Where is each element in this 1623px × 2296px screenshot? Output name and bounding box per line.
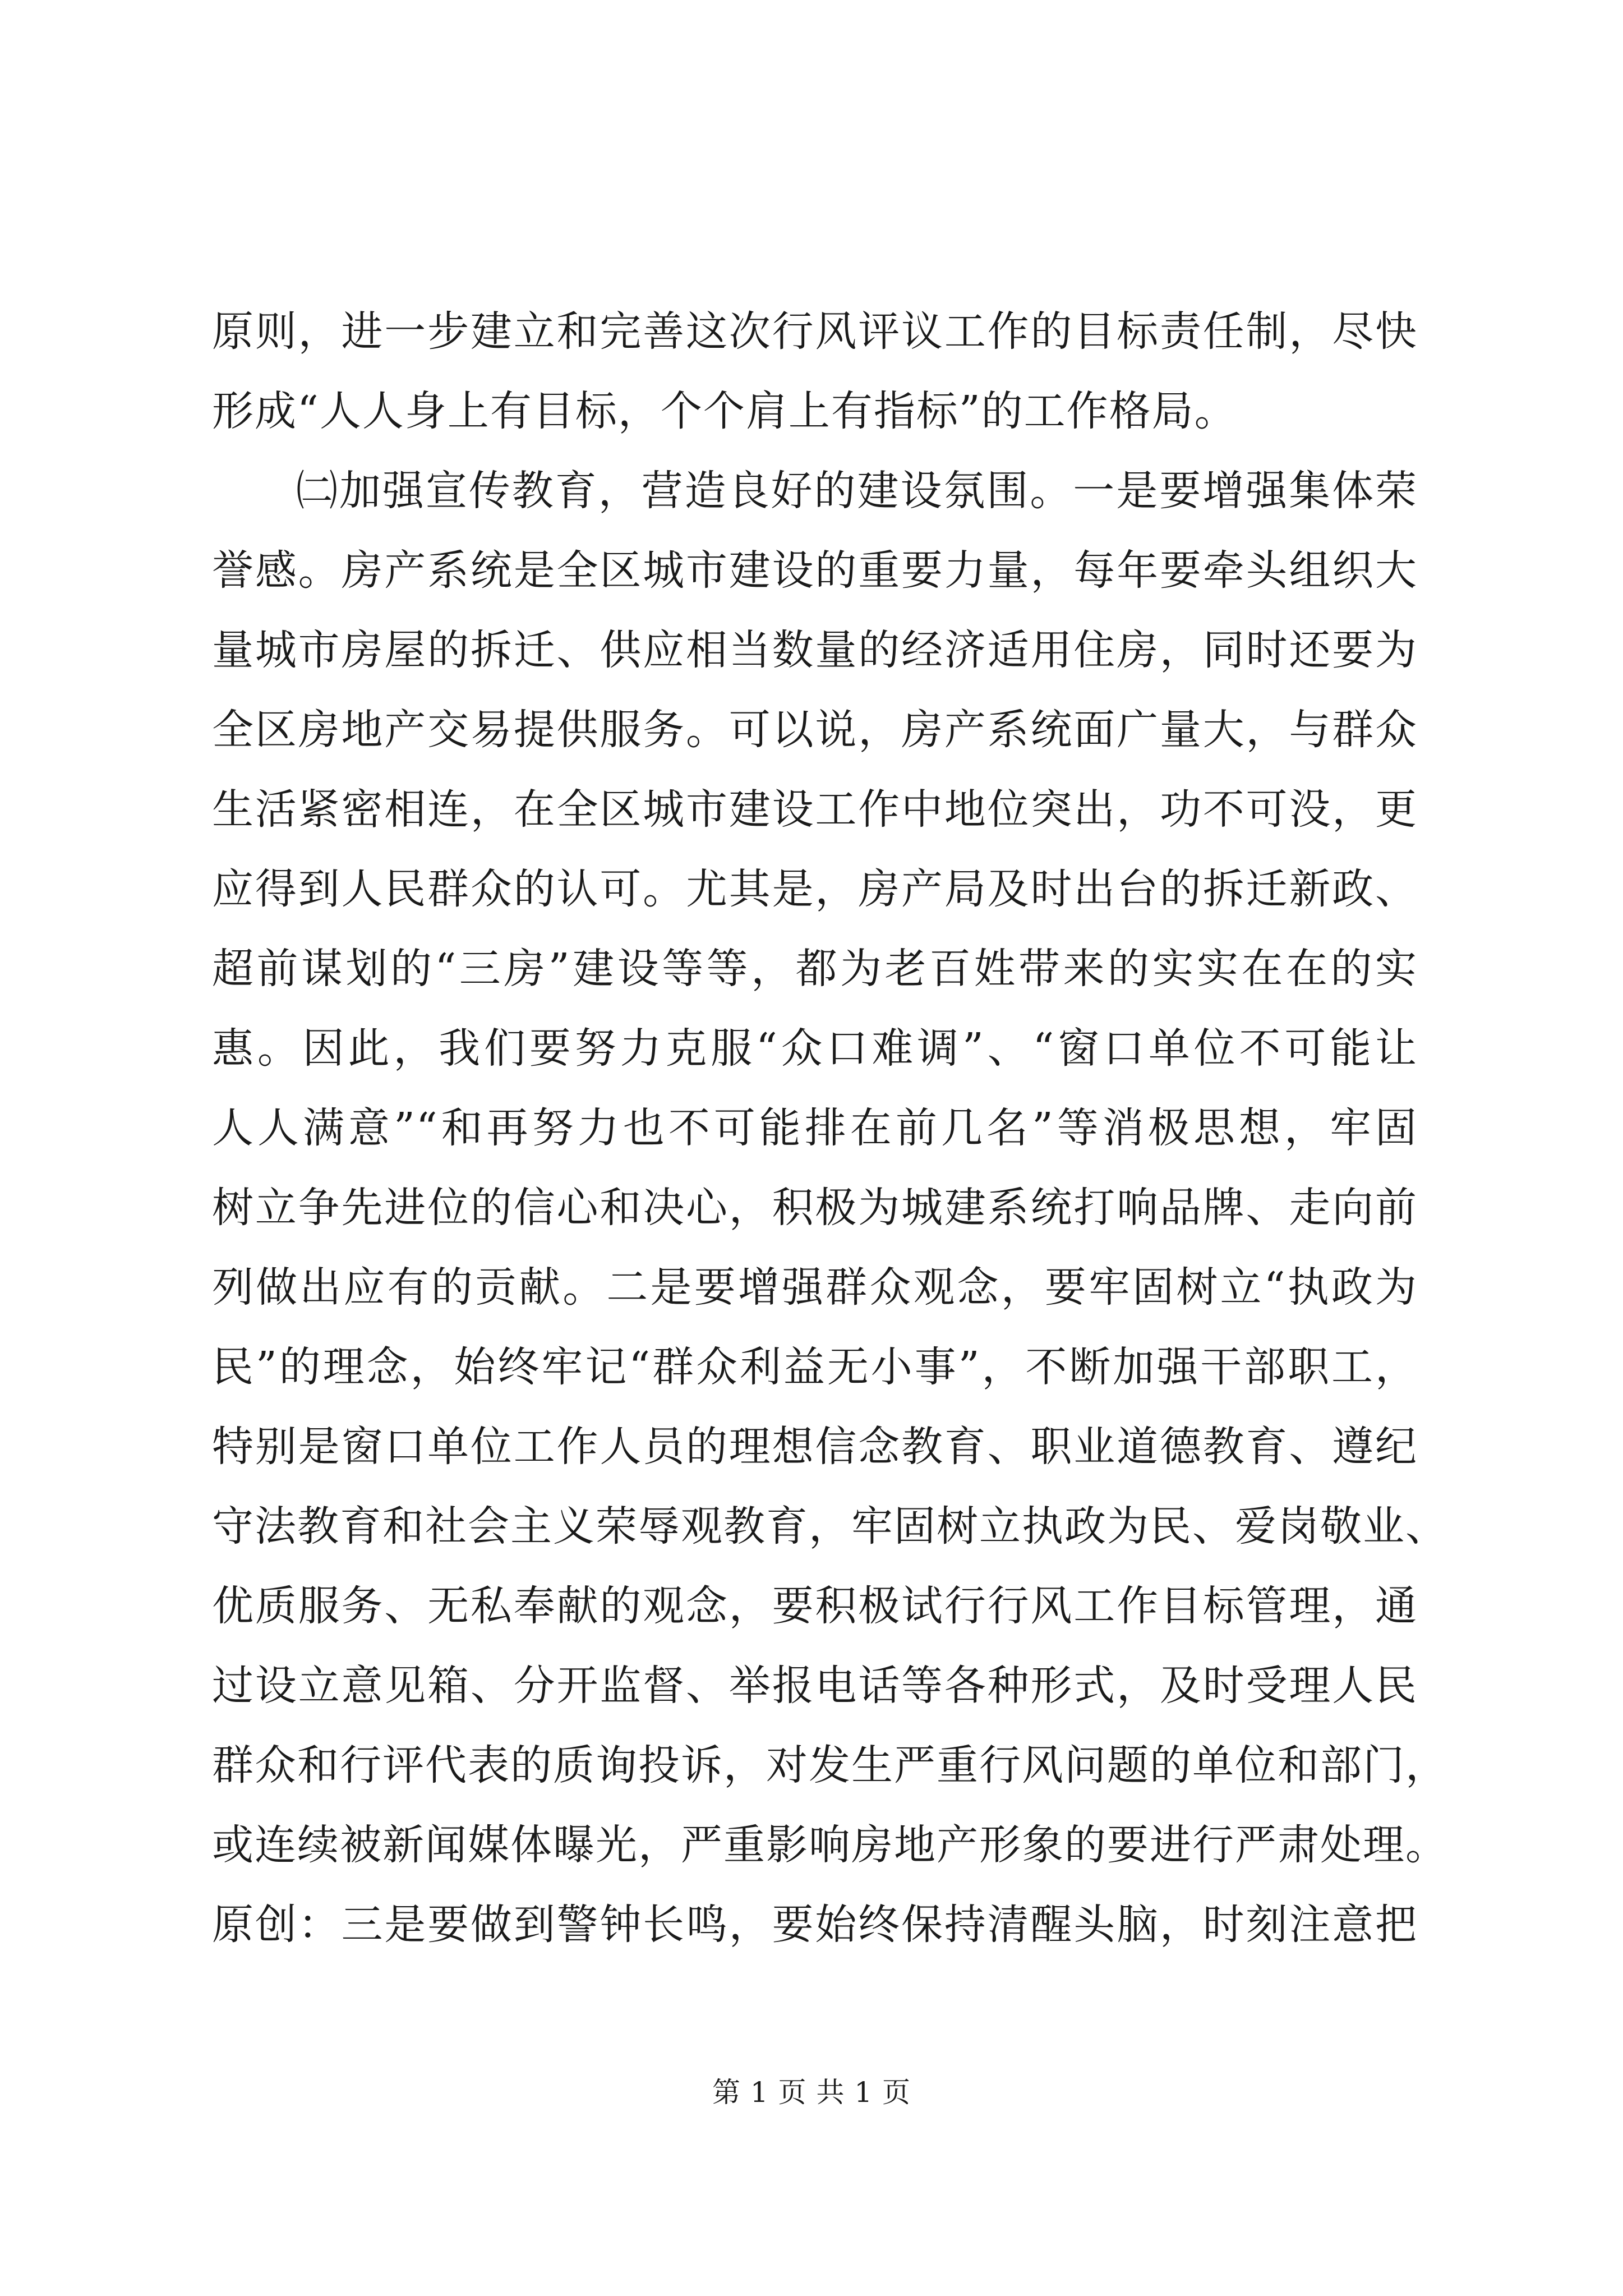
text-line: 特别是窗口单位工作人员的理想信念教育、职业道德教育、遵纪 <box>212 1423 1418 1471</box>
text-line: 应得到人民群众的认可。尤其是，房产局及时出台的拆迁新政、 <box>212 865 1418 913</box>
text-line: 列做出应有的贡献。二是要增强群众观念，要牢固树立“执政为 <box>212 1263 1418 1312</box>
text-line: 优质服务、无私奉献的观念，要积极试行行风工作目标管理，通 <box>212 1582 1418 1630</box>
text-line: 树立争先进位的信心和决心，积极为城建系统打响品牌、走向前 <box>212 1184 1418 1232</box>
text-line: 形成“人人身上有目标，个个肩上有指标”的工作格局。 <box>212 387 1237 435</box>
text-line: 全区房地产交易提供服务。可以说，房产系统面广量大，与群众 <box>212 706 1418 754</box>
paragraph-start-line: ㈡加强宣传教育，营造良好的建设氛围。一是要增强集体荣 <box>296 467 1418 515</box>
text-line: 过设立意见箱、分开监督、举报电话等各种形式，及时受理人民 <box>212 1662 1418 1710</box>
text-line: 原创：三是要做到警钟长鸣，要始终保持清醒头脑，时刻注意把 <box>212 1901 1418 1949</box>
text-line: 或连续被新闻媒体曝光，严重影响房地产形象的要进行严肃处理。 <box>212 1821 1448 1869</box>
text-line: 民”的理念，始终牢记“群众利益无小事”，不断加强干部职工， <box>212 1343 1418 1391</box>
text-line: 群众和行评代表的质询投诉，对发生严重行风问题的单位和部门， <box>212 1741 1448 1789</box>
body-text <box>212 292 1448 1964</box>
text-line: 生活紧密相连，在全区城市建设工作中地位突出，功不可没，更 <box>212 785 1418 834</box>
text-line: 誉感。房产系统是全区城市建设的重要力量，每年要牵头组织大 <box>212 546 1418 595</box>
text-line: 量城市房屋的拆迁、供应相当数量的经济适用住房，同时还要为 <box>212 626 1418 674</box>
text-line: 惠。因此，我们要努力克服“众口难调”、“窗口单位不可能让 <box>212 1024 1418 1073</box>
text-line: 人人满意”“和再努力也不可能排在前几名”等消极思想，牢固 <box>212 1104 1418 1152</box>
text-line: 超前谋划的“三房”建设等等，都为老百姓带来的实实在在的实 <box>212 945 1418 993</box>
text-line: 原则，进一步建立和完善这次行风评议工作的目标责任制，尽快 <box>212 307 1418 356</box>
page-number-footer: 第 1 页 共 1 页 <box>712 2076 911 2109</box>
text-line: 守法教育和社会主义荣辱观教育，牢固树立执政为民、爱岗敬业、 <box>212 1502 1448 1550</box>
